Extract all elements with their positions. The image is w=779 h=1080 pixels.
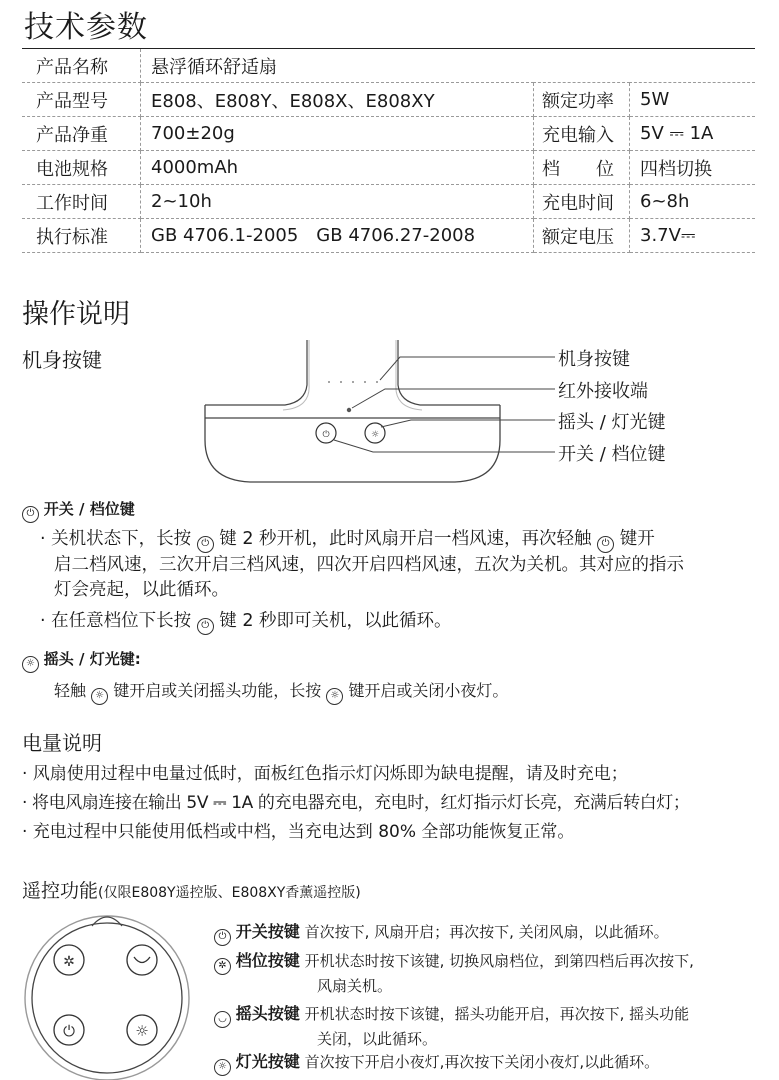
swing-icon: [127, 945, 157, 975]
power-icon: ⏻: [214, 929, 231, 946]
spec-key: 产品型号: [22, 83, 141, 117]
body-buttons-heading: 机身按键: [22, 348, 102, 372]
table-row: [22, 83, 755, 117]
spec-key: 充电时间: [534, 185, 630, 219]
remote-body: [32, 923, 182, 1073]
power-fan-icon: ⏻: [197, 618, 214, 635]
spec-key: 充电输入: [534, 117, 630, 151]
device-stem-left: [205, 340, 307, 405]
fan-icon: ✲: [214, 958, 231, 975]
light-icon: ☼: [214, 1059, 231, 1076]
list-item: · 充电过程中只能使用低档或中档，当充电达到 80% 全部功能恢复正常。: [22, 822, 575, 842]
remote-item-swing: ◡ 摇头按键 开机状态时按下该键，摇头功能开启，再次按下, 摇头功能 关闭，以此循环。: [214, 1003, 774, 1050]
spec-key: 产品名称: [22, 49, 141, 83]
spec-value: 5V ⎓ 1A: [630, 117, 756, 151]
swing-section-heading: [22, 648, 141, 673]
power-fan-icon: ⏻: [597, 536, 614, 553]
spec-value: 5W: [630, 83, 756, 117]
leader-line: [381, 420, 555, 427]
battery-heading: 电量说明: [22, 731, 102, 755]
power-fan-icon: ⏻: [22, 506, 39, 523]
spec-key: 档 位: [534, 151, 630, 185]
swing-heading-text: 摇头 / 灯光键:: [43, 650, 141, 668]
spec-key: 额定功率: [534, 83, 630, 117]
power-line-3: 灯会亮起，以此循环。: [54, 580, 229, 600]
remote-control-diagram: [22, 910, 197, 1080]
device-base-outline: [205, 405, 500, 482]
battery-list: [22, 762, 772, 845]
table-row: [22, 117, 755, 151]
remote-outer-ring: [25, 916, 189, 1080]
spec-value: 2~10h: [141, 185, 534, 219]
light-icon: ☼: [91, 688, 108, 705]
ops-title: 操作说明: [22, 299, 130, 330]
remote-heading: 遥控功能: [22, 880, 99, 902]
spec-value: GB 4706.1-2005 GB 4706.27-2008: [141, 219, 534, 253]
power-fan-icon: ⏻: [197, 536, 214, 553]
leader-line: [334, 440, 555, 452]
spec-value: 6~8h: [630, 185, 756, 219]
remote-heading-row: [22, 876, 361, 903]
remote-note: (仅限E808Y遥控版、E808XY香薰遥控版): [98, 885, 361, 901]
spec-value: 3.7V⎓: [630, 219, 756, 253]
callout-body-buttons: 机身按键: [558, 349, 630, 370]
svg-text:☼: ☼: [370, 430, 380, 440]
remote-item-power: ⏻ 开关按键 首次按下, 风扇开启；再次按下, 关闭风扇，以此循环。: [214, 921, 774, 946]
swing-icon: ◡: [214, 1011, 231, 1028]
spec-value: E808、E808Y、E808X、E808XY: [141, 83, 534, 117]
list-item: · 将电风扇连接在输出 5V ⎓ 1A 的充电器充电，充电时，红灯指示灯长亮，充满后转白灯；: [22, 793, 690, 813]
table-row: [22, 49, 755, 83]
spec-key: 执行标准: [22, 219, 141, 253]
callout-power-speed: 开关 / 档位键: [558, 444, 666, 465]
swing-paragraph: 轻触 ☼ 键开启或关闭摇头功能，长按 ☼ 键开启或关闭小夜灯。: [54, 678, 508, 705]
spec-value: 悬浮循环舒适扇: [141, 49, 756, 83]
remote-item-speed: ✲ 档位按键 开机状态时按下该键, 切换风扇档位，到第四档后再次按下, 风扇关机。: [214, 950, 774, 997]
table-row: [22, 151, 755, 185]
remote-item-light: ☼ 灯光按键 首次按下开启小夜灯,再次按下关闭小夜灯,以此循环。: [214, 1051, 774, 1076]
indicator-dots: [328, 381, 378, 383]
power-section-heading: [22, 498, 135, 523]
power-line-4: · 在任意档位下长按 ⏻ 键 2 秒即可关机，以此循环。: [40, 609, 760, 635]
device-diagram: [195, 340, 555, 490]
list-item: · 风扇使用过程中电量过低时，面板红色指示灯闪烁即为缺电提醒，请及时充电；: [22, 764, 628, 784]
device-shadow-left: [283, 340, 309, 410]
callout-ir-receiver: 红外接收端: [558, 381, 648, 402]
spec-value: 700±20g: [141, 117, 534, 151]
power-line-1: · 关机状态下，长按 ⏻ 键 2 秒开机，此时风扇开启一档风速，再次轻触 ⏻ 键开: [40, 527, 760, 553]
svg-text:✲: ✲: [63, 954, 75, 970]
svg-text:⏻: ⏻: [63, 1022, 75, 1040]
table-row: [22, 185, 755, 219]
remote-lanyard-hole: [92, 917, 122, 926]
ir-receiver-dot: [347, 408, 351, 412]
spec-key: 工作时间: [22, 185, 141, 219]
power-line-2: 启二档风速，三次开启三档风速，四次开启四档风速，五次为关机。其对应的指示: [54, 555, 684, 575]
spec-key: 电池规格: [22, 151, 141, 185]
leader-line: [380, 357, 555, 380]
spec-value: 四档切换: [630, 151, 756, 185]
device-stem-right: [398, 340, 500, 405]
power-heading-text: 开关 / 档位键: [43, 500, 135, 518]
spec-value: 4000mAh: [141, 151, 534, 185]
device-shadow-right: [396, 340, 422, 410]
table-row: [22, 219, 755, 253]
svg-text:⏻: ⏻: [322, 430, 330, 440]
spec-key: 产品净重: [22, 117, 141, 151]
specs-title: 技术参数: [24, 10, 148, 45]
power-paragraph: [40, 527, 760, 635]
light-icon: ☼: [22, 656, 39, 673]
specs-table: [22, 48, 755, 253]
spec-key: 额定电压: [534, 219, 630, 253]
svg-text:☼: ☼: [135, 1022, 149, 1040]
callout-swing-light: 摇头 / 灯光键: [558, 412, 666, 433]
light-icon: ☼: [326, 688, 343, 705]
